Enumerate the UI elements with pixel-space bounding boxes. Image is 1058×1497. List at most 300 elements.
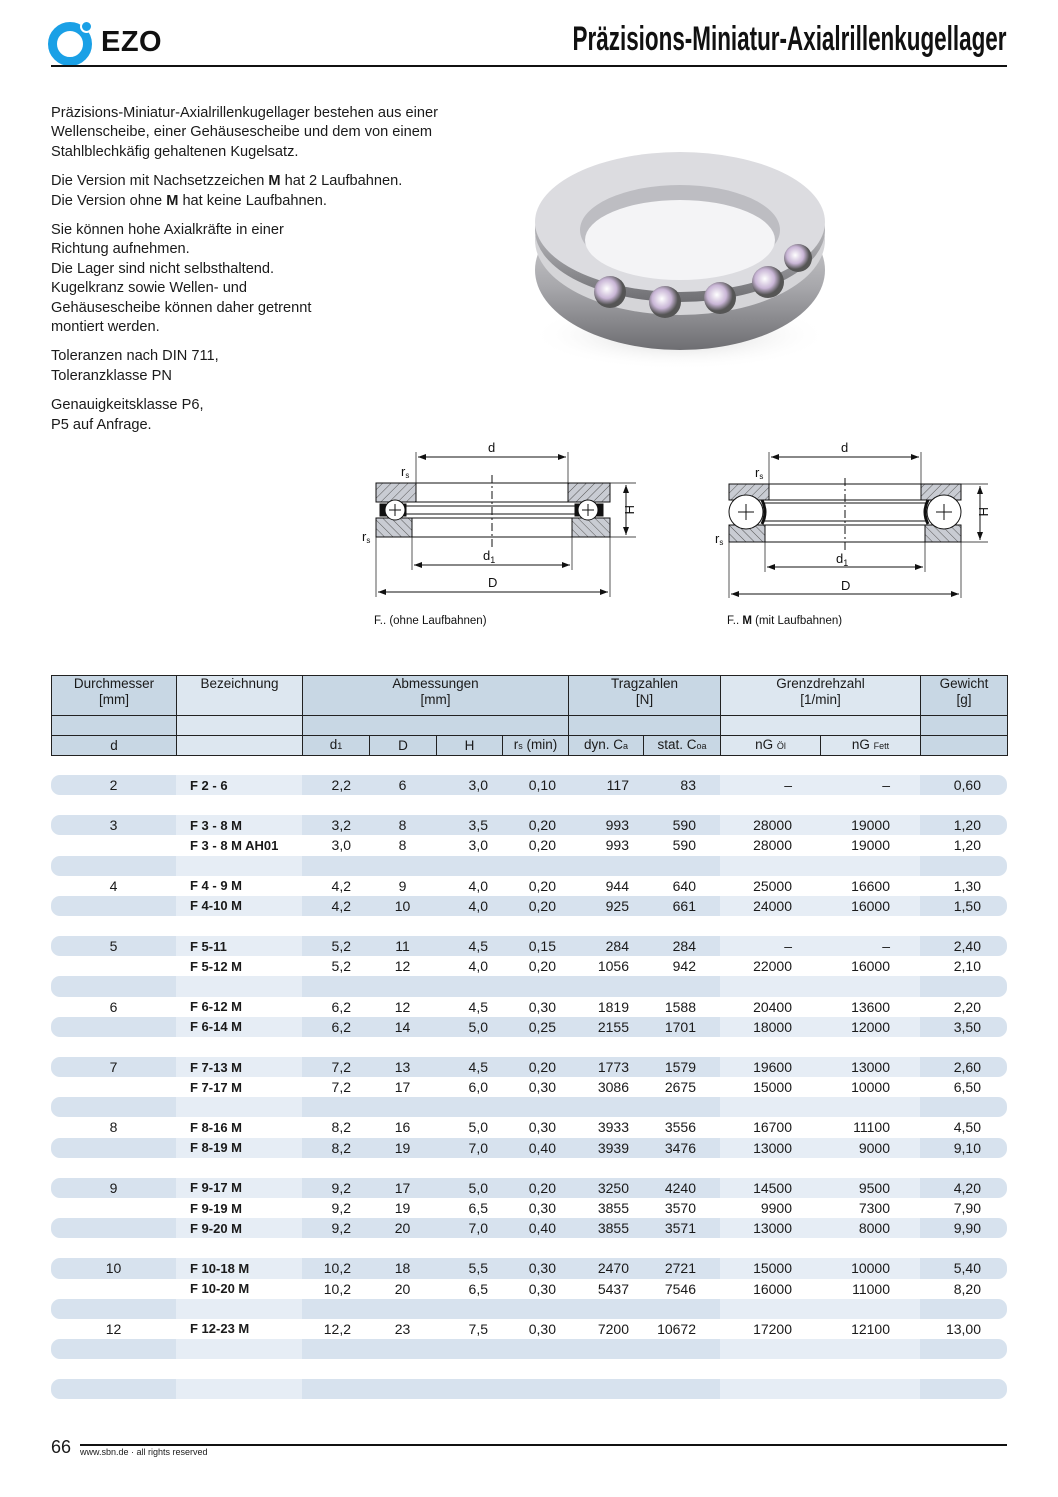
cell-H: 4,5 [468, 998, 488, 1015]
cell-stat-load: 1701 [643, 1017, 720, 1037]
cell-H [436, 1359, 502, 1379]
cell-ng-oil [720, 916, 820, 936]
t: r [401, 464, 406, 479]
t: d [483, 548, 491, 563]
cell-ng-grease: 12100 [851, 1320, 890, 1337]
cell-designation [176, 1238, 302, 1258]
cell-diameter [51, 976, 176, 996]
cell-ng-oil [720, 976, 820, 996]
cell-ng-grease: 16000 [851, 958, 890, 975]
h [921, 716, 1008, 736]
cell-d1 [302, 856, 369, 876]
cell-d1: 5,2 [331, 958, 351, 975]
cell-ng-grease [820, 916, 920, 936]
cell-designation: F 9-17 M [176, 1178, 302, 1198]
t: r [362, 529, 367, 544]
cell-D [369, 1379, 436, 1399]
logo-text: EZO [101, 26, 163, 58]
cell-d1: 5,2 [302, 936, 369, 956]
cell-designation [176, 1339, 302, 1359]
cell-D [369, 1359, 436, 1379]
label-d: d [488, 440, 496, 455]
table-row [51, 815, 1007, 835]
cell-weight: 0,60 [920, 775, 1007, 795]
t: r [513, 737, 519, 752]
cell-D: 16 [394, 1119, 411, 1136]
cell-d1: 7,2 [302, 1057, 369, 1077]
cell-rs-min: 0,30 [528, 1079, 556, 1096]
technical-drawings [0, 0, 1058, 640]
cell-dyn-load [568, 1379, 643, 1399]
t: F.. [727, 615, 743, 627]
cell-ng-grease [820, 856, 920, 876]
cell-stat-load: 7546 [664, 1280, 696, 1297]
cell-ng-oil: 22000 [753, 958, 792, 975]
cell-ng-oil: 19600 [720, 1057, 820, 1077]
cell-ng-grease [820, 1097, 920, 1117]
cell-stat-load: 640 [672, 877, 696, 894]
cell-designation: F 5-12 M [190, 958, 243, 974]
cell-weight: 6,50 [953, 1079, 981, 1096]
cell-rs-min: 0,25 [502, 1017, 568, 1037]
cell-dyn-load: 993 [605, 837, 629, 854]
cell-stat-load [643, 1238, 720, 1258]
cell-stat-load: 1579 [643, 1057, 720, 1077]
cell-stat-load: 3476 [643, 1138, 720, 1158]
cell-designation: F 7-13 M [176, 1057, 302, 1077]
cell-H [436, 856, 502, 876]
cell-designation: F 8-19 M [176, 1138, 302, 1158]
cell-ng-grease: 13600 [851, 998, 890, 1015]
footer-rule [80, 1444, 1007, 1446]
cell-diameter [51, 956, 176, 976]
cell-dyn-load [568, 1037, 643, 1057]
cell-stat-load [643, 1299, 720, 1319]
cell-d1: 4,2 [331, 877, 351, 894]
cell-designation: F 3 - 8 M [176, 815, 302, 835]
cell-diameter [51, 1198, 176, 1218]
cell-dyn-load: 1773 [568, 1057, 643, 1077]
cell-d1: 8,2 [331, 1119, 351, 1136]
cell-designation: F 6-12 M [190, 999, 243, 1015]
cell-dyn-load [568, 795, 643, 815]
cell-weight [920, 916, 1007, 936]
cell-d1 [302, 916, 369, 936]
cell-rs-min [502, 1158, 568, 1178]
cell-ng-oil [720, 1097, 820, 1117]
cell-d1: 2,2 [302, 775, 369, 795]
table-row-spacer [51, 1379, 1007, 1399]
t: M [742, 615, 752, 627]
header-gewicht [921, 676, 1008, 716]
cell-rs-min: 0,10 [502, 775, 568, 795]
cell-dyn-load [568, 976, 643, 996]
cell-ng-oil: 18000 [720, 1017, 820, 1037]
cell-ng-grease: 16600 [851, 877, 890, 894]
cell-stat-load: 83 [643, 775, 720, 795]
cell-ng-oil [720, 1238, 820, 1258]
cell-stat-load [643, 916, 720, 936]
table-row-spacer [51, 916, 1007, 936]
cell-rs-min: 0,30 [528, 1119, 556, 1136]
cell-diameter [51, 896, 176, 916]
cell-weight [920, 1158, 1007, 1178]
cell-stat-load: 3571 [643, 1218, 720, 1238]
cell-rs-min: 0,40 [502, 1138, 568, 1158]
cell-stat-load: 284 [643, 936, 720, 956]
cell-H: 5,0 [436, 1017, 502, 1037]
cell-rs-min: 0,20 [528, 958, 556, 975]
cell-ng-oil: 25000 [753, 877, 792, 894]
cell-dyn-load: 3855 [568, 1218, 643, 1238]
cell-D [369, 1299, 436, 1319]
table-row [51, 956, 1007, 976]
cell-diameter [51, 856, 176, 876]
cell-d1: 10,2 [302, 1258, 369, 1278]
table-row [51, 775, 1007, 795]
text-bold: M [268, 173, 281, 190]
cell-H [436, 1158, 502, 1178]
cell-dyn-load: 117 [568, 775, 643, 795]
cell-designation [176, 916, 302, 936]
cell-diameter [51, 1339, 176, 1359]
cell-weight: 2,20 [953, 998, 981, 1015]
table-row [51, 1017, 1007, 1037]
label-D: D [488, 575, 498, 590]
cell-weight: 1,50 [920, 896, 1007, 916]
h [52, 716, 177, 736]
cell-stat-load: 942 [672, 958, 696, 975]
cell-H: 6,0 [468, 1079, 488, 1096]
cell-ng-grease: 7300 [858, 1200, 890, 1217]
cell-dyn-load: 7200 [597, 1320, 629, 1337]
cell-D: 10 [369, 896, 436, 916]
subheader-empty [177, 736, 303, 756]
cell-weight: 2,60 [920, 1057, 1007, 1077]
page-number: 66 [51, 1437, 72, 1457]
cell-D: 19 [369, 1138, 436, 1158]
t: dyn. C [583, 737, 623, 752]
cell-weight [920, 1359, 1007, 1379]
table-row-spacer [51, 976, 1007, 996]
cell-dyn-load: 3855 [597, 1200, 629, 1217]
cell-designation [176, 976, 302, 996]
label-H: H [622, 505, 637, 515]
caption-with-raceways [727, 615, 842, 627]
cell-dyn-load: 3939 [568, 1138, 643, 1158]
cell-rs-min: 0,20 [528, 877, 556, 894]
cell-dyn-load [568, 1339, 643, 1359]
t: (min) [522, 737, 558, 752]
cell-d1: 7,2 [331, 1079, 351, 1096]
cell-ng-grease: 13000 [820, 1057, 920, 1077]
cell-ng-oil [720, 1359, 820, 1379]
cell-rs-min: 0,30 [528, 1320, 556, 1337]
cell-D: 8 [369, 815, 436, 835]
t: d [836, 551, 844, 566]
cell-d1: 4,2 [302, 896, 369, 916]
cell-D: 13 [369, 1057, 436, 1077]
cell-rs-min: 0,20 [502, 1057, 568, 1077]
cell-D: 18 [369, 1258, 436, 1278]
cell-designation: F 8-16 M [190, 1119, 243, 1135]
cell-H: 3,5 [436, 815, 502, 835]
table-row [51, 835, 1007, 855]
bearing-table-header [51, 675, 1008, 756]
cell-H [436, 916, 502, 936]
cell-d1: 3,2 [302, 815, 369, 835]
table-row [51, 1258, 1007, 1278]
text: P5 auf Anfrage. [51, 416, 152, 433]
cell-H [436, 1097, 502, 1117]
cell-d1: 9,2 [302, 1218, 369, 1238]
table-row-spacer [51, 1158, 1007, 1178]
cell-ng-oil: 28000 [720, 815, 820, 835]
header-bezeichnung: Bezeichnung [177, 676, 303, 716]
cell-designation [176, 1379, 302, 1399]
cell-weight [920, 1097, 1007, 1117]
cell-diameter [51, 1037, 176, 1057]
t: [1/min] [800, 692, 841, 707]
cell-stat-load [643, 1097, 720, 1117]
cell-designation: F 10-18 M [176, 1258, 302, 1278]
cell-H: 7,5 [468, 1320, 488, 1337]
cell-designation: F 5-11 [176, 936, 302, 956]
t: s [518, 741, 523, 751]
bearing-table-body [51, 775, 1007, 1399]
cell-d1 [302, 1299, 369, 1319]
cell-H [436, 1339, 502, 1359]
cell-rs-min [502, 856, 568, 876]
cell-diameter [51, 835, 176, 855]
cell-stat-load: 2675 [664, 1079, 696, 1096]
t: a [623, 741, 629, 751]
cell-ng-oil: 24000 [720, 896, 820, 916]
cell-rs-min: 0,15 [502, 936, 568, 956]
cell-ng-oil [720, 1037, 820, 1057]
cell-weight [920, 795, 1007, 815]
cell-diameter: 8 [109, 1119, 118, 1136]
cell-D: 9 [398, 877, 407, 894]
subheader-d: d [52, 736, 177, 756]
t: Grenzdrehzahl [776, 676, 865, 691]
cell-H: 4,0 [468, 877, 488, 894]
cell-dyn-load: 944 [605, 877, 629, 894]
cell-ng-grease: – [820, 936, 920, 956]
subheader-ng-fett [821, 736, 921, 756]
table-row-spacer [51, 856, 1007, 876]
t: r [755, 465, 760, 480]
header-grenzdrehzahl [721, 676, 921, 716]
cell-diameter: 4 [109, 877, 118, 894]
cell-weight: 3,50 [920, 1017, 1007, 1037]
page-title: Präzisions-Miniatur-Axialrillenkugellager [573, 20, 1007, 58]
text: Die Lager sind nicht selbsthaltend. [51, 260, 275, 277]
cell-H: 7,0 [436, 1218, 502, 1238]
cell-dyn-load: 1056 [597, 958, 629, 975]
cell-designation [176, 1359, 302, 1379]
cell-ng-grease: 8000 [820, 1218, 920, 1238]
cell-diameter [51, 1359, 176, 1379]
table-row [51, 896, 1007, 916]
cell-dyn-load: 1819 [597, 998, 629, 1015]
cell-weight: 4,50 [953, 1119, 981, 1136]
cell-ng-oil: 16700 [753, 1119, 792, 1136]
cell-H [436, 1238, 502, 1258]
cell-ng-oil: 17200 [753, 1320, 792, 1337]
cell-diameter: 3 [51, 815, 176, 835]
cell-dyn-load: 5437 [597, 1280, 629, 1297]
cell-dyn-load: 3250 [568, 1178, 643, 1198]
t: s [759, 472, 764, 481]
table-row [51, 1218, 1007, 1238]
t: d [329, 737, 338, 752]
cell-dyn-load [568, 916, 643, 936]
cell-ng-oil: 15000 [753, 1079, 792, 1096]
t: Fett [873, 741, 890, 751]
h [721, 716, 921, 736]
cell-stat-load: 10672 [657, 1320, 696, 1337]
cell-dyn-load [568, 1158, 643, 1178]
t: Abmessungen [392, 676, 479, 691]
footer-copyright: www.sbn.de · all rights reserved [80, 1447, 208, 1457]
text: Genauigkeitsklasse P6, [51, 397, 204, 414]
cell-ng-grease [820, 795, 920, 815]
cell-d1 [302, 976, 369, 996]
cell-D: 11 [369, 936, 436, 956]
cell-ng-grease: 11000 [852, 1280, 890, 1297]
cell-H: 6,5 [468, 1280, 488, 1297]
cell-rs-min [502, 1379, 568, 1399]
cell-rs-min [502, 976, 568, 996]
cell-H: 5,0 [436, 1178, 502, 1198]
cell-designation: F 3 - 8 M AH01 [190, 837, 279, 853]
t: r [715, 531, 720, 546]
cell-diameter [51, 1017, 176, 1037]
t: Öl [776, 741, 786, 751]
cell-ng-oil: 13000 [720, 1218, 820, 1238]
subheader-dyn [569, 736, 644, 756]
cell-D [369, 1037, 436, 1057]
cell-H: 3,0 [436, 775, 502, 795]
t: s [719, 538, 724, 547]
header-abmessungen [303, 676, 569, 716]
cell-d1: 3,0 [331, 837, 351, 854]
cell-d1: 9,2 [302, 1178, 369, 1198]
cell-ng-grease: – [820, 775, 920, 795]
cell-D [369, 916, 436, 936]
cell-diameter: 12 [105, 1320, 122, 1337]
cell-D [369, 1238, 436, 1258]
cell-weight: 7,90 [953, 1200, 981, 1217]
table-row-spacer [51, 795, 1007, 815]
cell-H: 4,5 [436, 936, 502, 956]
cell-stat-load: 661 [643, 896, 720, 916]
cell-rs-min [502, 1299, 568, 1319]
cell-ng-grease: 16000 [820, 896, 920, 916]
cell-diameter [51, 916, 176, 936]
cell-ng-grease [820, 1359, 920, 1379]
table-row-spacer [51, 1339, 1007, 1359]
cell-D: 8 [398, 837, 407, 854]
cell-diameter [51, 1238, 176, 1258]
cell-diameter [51, 1299, 176, 1319]
cell-ng-grease: 9000 [820, 1138, 920, 1158]
subheader-rs [503, 736, 569, 756]
cell-rs-min: 0,20 [502, 896, 568, 916]
cell-ng-oil: – [720, 775, 820, 795]
cell-diameter: 9 [51, 1178, 176, 1198]
cell-weight [920, 1339, 1007, 1359]
cell-stat-load [643, 1379, 720, 1399]
cell-ng-grease [820, 1037, 920, 1057]
label-rs [715, 531, 723, 547]
cell-dyn-load: 993 [568, 815, 643, 835]
cell-ng-grease [820, 1339, 920, 1359]
cell-D: 19 [394, 1200, 411, 1217]
cell-D: 17 [369, 1178, 436, 1198]
table-row-spacer [51, 1037, 1007, 1057]
cell-rs-min: 0,30 [502, 1258, 568, 1278]
cell-weight [920, 976, 1007, 996]
table-row-spacer [51, 1097, 1007, 1117]
cell-ng-oil: 9900 [760, 1200, 792, 1217]
cell-rs-min: 0,30 [528, 1280, 556, 1297]
cell-weight: 9,10 [920, 1138, 1007, 1158]
cell-stat-load: 3556 [664, 1119, 696, 1136]
subheader-ng-oel [721, 736, 821, 756]
cell-designation: F 7-17 M [190, 1079, 243, 1095]
cell-stat-load [643, 1037, 720, 1057]
header-tragzahlen [569, 676, 721, 716]
intro-paragraph-1: Präzisions-Miniatur-Axialrillenkugellager bestehen aus einer Wellenscheibe, einer Gehäusescheibe und dem von einem Stahlblechkäfig gehaltenen Kugelsatz. [51, 105, 438, 160]
cell-ng-oil: 13000 [720, 1138, 820, 1158]
cell-H [436, 1299, 502, 1319]
cell-d1 [302, 1037, 369, 1057]
cell-d1: 10,2 [323, 1280, 351, 1297]
cell-d1: 12,2 [323, 1320, 351, 1337]
cell-ng-grease: 10000 [820, 1258, 920, 1278]
cell-D [369, 1339, 436, 1359]
cell-H: 3,0 [468, 837, 488, 854]
cell-d1 [302, 1158, 369, 1178]
t: s [366, 536, 371, 545]
t: nG [851, 737, 874, 752]
cell-dyn-load: 3086 [597, 1079, 629, 1096]
subheader-d1 [303, 736, 370, 756]
cell-stat-load [643, 976, 720, 996]
cell-D: 14 [369, 1017, 436, 1037]
text: hat 2 Laufbahnen. [280, 173, 403, 190]
cell-rs-min [502, 1037, 568, 1057]
cell-dyn-load [568, 1238, 643, 1258]
cell-diameter: 10 [51, 1258, 176, 1278]
text: Toleranzklasse PN [51, 367, 172, 384]
cell-ng-oil [720, 1339, 820, 1359]
cell-D: 6 [369, 775, 436, 795]
cell-designation: F 6-14 M [176, 1017, 302, 1037]
cell-d1: 9,2 [331, 1200, 351, 1217]
cell-weight: 1,20 [920, 815, 1007, 835]
cell-D: 17 [394, 1079, 411, 1096]
cell-D: 23 [394, 1320, 411, 1337]
cell-weight [920, 1379, 1007, 1399]
cell-ng-oil [720, 1379, 820, 1399]
cell-H: 6,5 [468, 1200, 488, 1217]
text: Kugelkranz sowie Wellen- und Gehäusescheibe können daher getrennt montiert werden. [51, 280, 312, 336]
table-row [51, 1178, 1007, 1198]
cell-ng-oil: 15000 [720, 1258, 820, 1278]
